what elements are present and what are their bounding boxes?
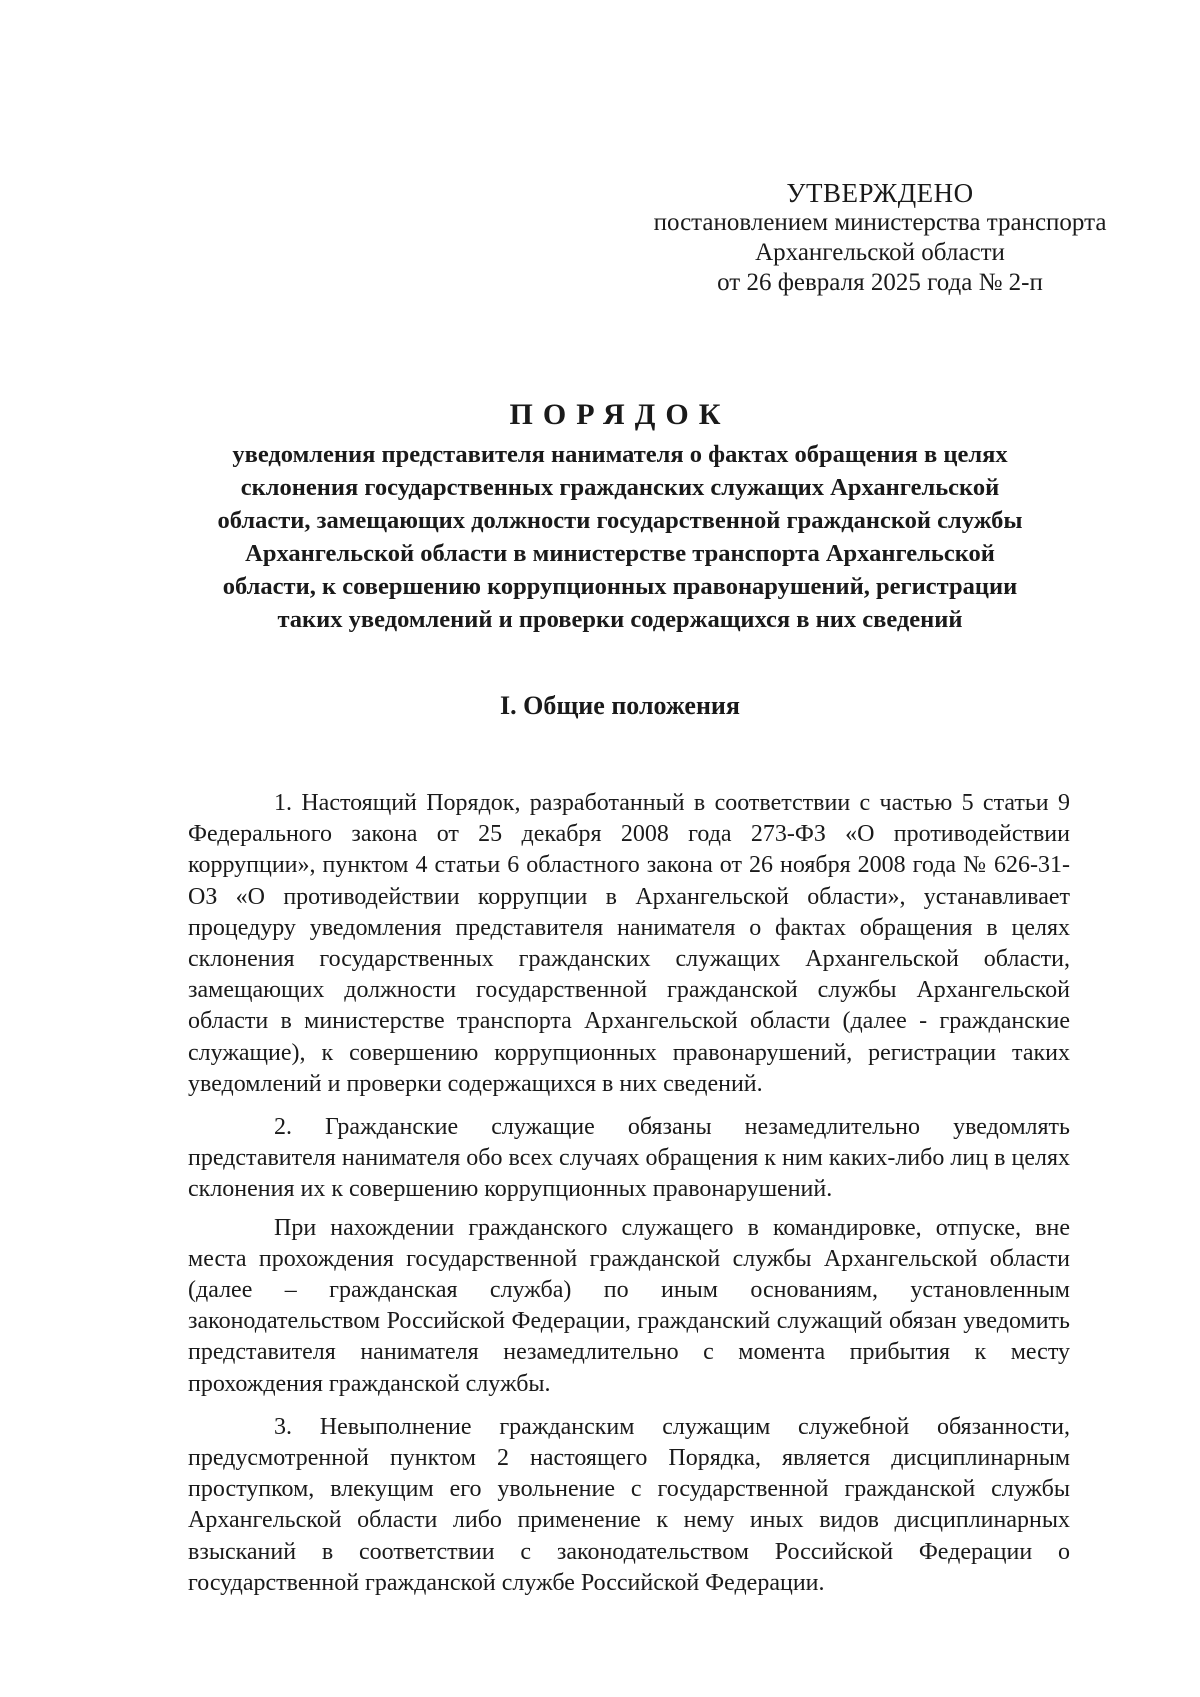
document-subtitle — [180, 438, 1060, 636]
paragraph-1: 1. Настоящий Порядок, разработанный в соответствии с частью 5 статьи 9 Федерального закона от 25 декабря 2008 года 273-ФЗ «О противодействии коррупции», пунктом 4 статьи 6 областного закона от 26 ноября 2008 года № 626-31-ОЗ «О противодействии коррупции в Архангельской области», устанавливает процедуру уведомления представителя нанимателя о фактах обращения в целях склонения государственных гражданских служащих Архангельской области, замещающих должности государственной гражданской службы Архангельской области в министерстве транспорта Архангельской области (далее - гражданские служащие), к совершению коррупционных правонарушений, регистрации таких уведомлений и проверки содержащихся в них сведений. — [188, 790, 1070, 1097]
paragraph-2-continuation: При нахождении гражданского служащего в командировке, отпуске, вне места прохождения государственной гражданской службы Архангельской области (далее – гражданская служба) по иным основаниям, установленным законодательством Российской Федерации, гражданский служащий обязан уведомить представителя нанимателя незамедлительно с момента прибытия к месту прохождения гражданской службы. — [188, 1214, 1070, 1397]
approval-line: Архангельской области — [755, 239, 1005, 266]
approval-date: от 26 февраля 2025 года № 2-п — [717, 269, 1043, 296]
subtitle-line: Архангельской области в министерстве транспорта Архангельской — [245, 540, 995, 567]
approval-line: постановлением министерства транспорта — [653, 209, 1107, 236]
subtitle-line: уведомления представителя нанимателя о фактах обращения в целях — [232, 441, 1008, 468]
approval-heading: УТВЕРЖДЕНО — [786, 178, 974, 208]
approval-stamp — [640, 178, 1120, 298]
subtitle-line: области, к совершению коррупционных правонарушений, регистрации — [222, 573, 1018, 600]
subtitle-line: области, замещающих должности государственной гражданской службы — [217, 507, 1023, 534]
section-heading: I. Общие положения — [500, 691, 740, 720]
paragraph-3: 3. Невыполнение гражданским служащим служебной обязанности, предусмотренной пунктом 2 настоящего Порядка, является дисциплинарным проступком, влекущим его увольнение с государственной гражданской службы Архангельской области либо применение к нему иных видов дисциплинарных взысканий в соответствии с законодательством Российской Федерации о государственной гражданской службе Российской Федерации. — [188, 1413, 1070, 1596]
subtitle-line: таких уведомлений и проверки содержащихся в них сведений — [277, 606, 963, 633]
document-title-block — [180, 395, 1060, 636]
paragraph-2: 2. Гражданские служащие обязаны незамедлительно уведомлять представителя нанимателя обо всех случаях обращения к ним каких-либо лиц в целях склонения их к совершению коррупционных правонарушений. — [188, 1114, 1070, 1203]
document-body — [188, 788, 1070, 1611]
document-title: ПОРЯДОК — [509, 398, 731, 431]
subtitle-line: склонения государственных гражданских служащих Архангельской — [240, 474, 1000, 501]
